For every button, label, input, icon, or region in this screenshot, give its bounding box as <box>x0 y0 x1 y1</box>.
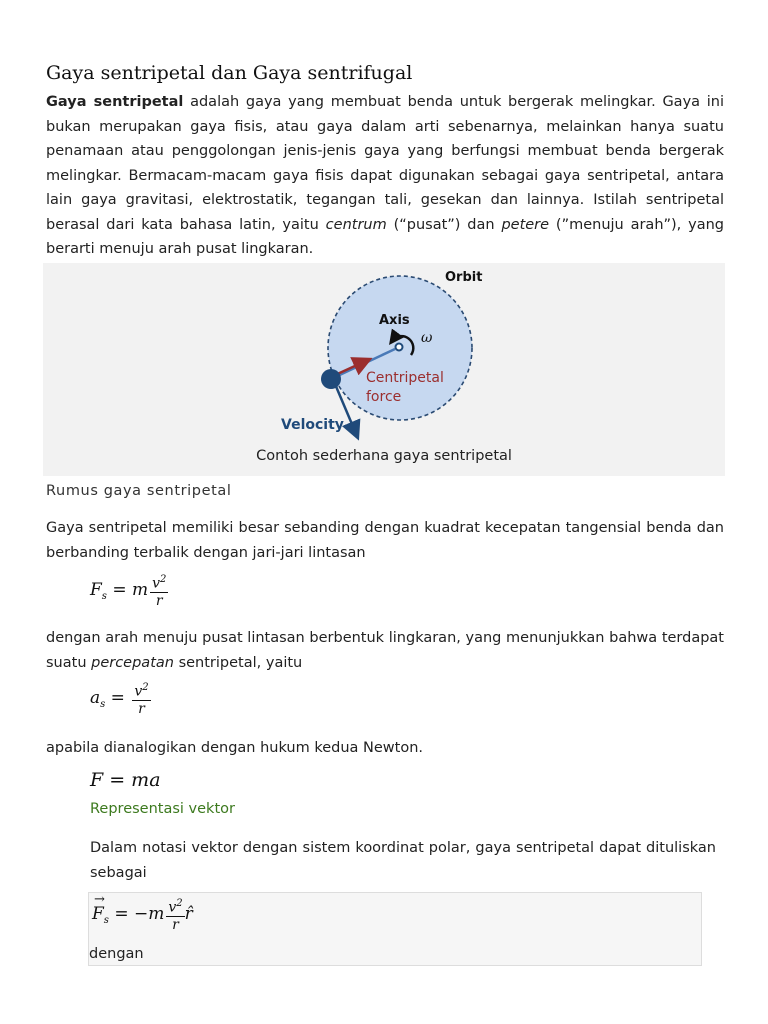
paragraph-2: Gaya sentripetal memiliki besar sebanding dengan kuadrat kecepatan tangensial benda dan berbanding terbalik dengan jari-jari lintasan <box>46 520 724 561</box>
omega-label: ω <box>421 330 433 346</box>
page-title: Gaya sentripetal dan Gaya sentrifugal <box>46 62 413 84</box>
formula-centripetal-acceleration: $a_s$ = $\frac{v^2}{r}$ <box>90 682 149 717</box>
rotating-body <box>321 369 341 389</box>
formula-newton-second-law: F = ma <box>90 769 161 791</box>
intro-text-3: (”menuju arah”), yang berarti menuju arah pusat lingkaran. <box>46 216 725 257</box>
intro-petere: petere <box>501 216 550 233</box>
paragraph-4: apabila dianalogikan dengan hukum kedua Newton. <box>46 740 424 756</box>
intro-bold-term: Gaya sentripetal <box>46 94 184 110</box>
paragraph-5: Dalam notasi vektor dengan sistem koordinat polar, gaya sentripetal dapat dituliskan sebagai <box>90 840 716 881</box>
rumus-heading: Rumus gaya sentripetal <box>46 483 232 499</box>
centripetal-diagram <box>43 263 725 448</box>
intro-text-1: adalah gaya yang membuat benda untuk bergerak melingkar. Gaya ini bukan merupakan gaya fisis, atau gaya dalam arti sebenarnya, melainkan hanya suatu penamaan atau penggolongan jenis-jenis gaya yang berfungsi membuat benda bergerak melingkar. Bermacam-macam gaya fisis dapat digunakan sebagai gaya sentripetal, antara lain gaya gravitasi, elektrostatik, tegangan tali, gesekan dan lainnya. Istilah sentripetal berasal dari kata bahasa latin, yaitu <box>46 94 724 233</box>
formula-vector-form: → $F_s = -m$ $\frac{v^2}{r}$ r̂ <box>92 891 193 933</box>
axis-center <box>396 344 403 351</box>
intro-text-2: (“pusat”) dan <box>386 216 502 233</box>
velocity-label: Velocity <box>281 417 344 433</box>
vector-heading: Representasi vektor <box>90 801 235 817</box>
centripetal-figure <box>43 263 725 476</box>
orbit-label: Orbit <box>445 270 483 285</box>
axis-label: Axis <box>379 313 410 328</box>
vector-formula-box <box>88 892 702 966</box>
intro-paragraph <box>46 90 724 262</box>
force-label-line-2: force <box>366 389 402 405</box>
dengan-label: dengan <box>89 946 144 962</box>
intro-centrum: centrum <box>325 216 387 233</box>
figure-caption: Contoh sederhana gaya sentripetal <box>256 448 512 464</box>
force-label-line-1: Centripetal <box>366 370 444 386</box>
formula-centripetal-force: $F_s = m$ $\frac{v^2}{r}$ <box>90 574 167 609</box>
paragraph-3: dengan arah menuju pusat lintasan berbentuk lingkaran, yang menunjukkan bahwa terdapat suatu percepatan sentripetal, yaitu <box>46 630 724 671</box>
